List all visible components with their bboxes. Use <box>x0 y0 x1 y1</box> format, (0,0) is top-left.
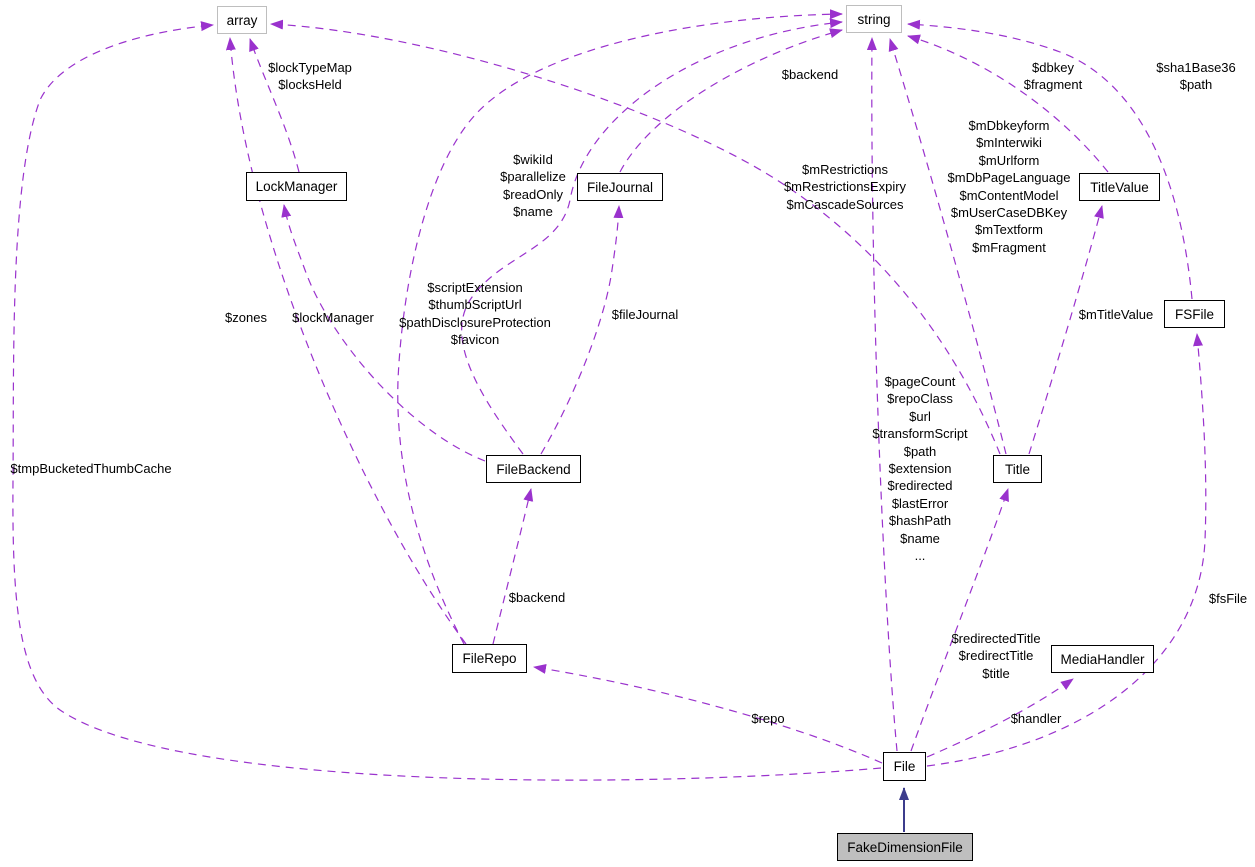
edge-label-backend-repo: $backend <box>508 590 566 605</box>
edge-label-m-dbkeyform: $mDbkeyform $mInterwiki $mUrlform $mDbPageLanguage $mContentModel $mUserCaseDBKey $mTextform $mFragment <box>947 118 1071 255</box>
node-titlevalue[interactable]: TitleValue <box>1079 173 1160 201</box>
node-file[interactable]: File <box>883 752 926 781</box>
node-fsfile[interactable]: FSFile <box>1164 300 1225 328</box>
edge-label-fs-file: $fsFile <box>1208 591 1248 606</box>
edge-file-to-array <box>13 25 881 780</box>
edge-label-backend-journal: $backend <box>781 67 839 82</box>
node-title[interactable]: Title <box>993 455 1042 483</box>
edge-label-wiki-id: $wikiId $parallelize $readOnly $name <box>500 152 566 220</box>
node-string: string <box>846 5 902 33</box>
edge-label-page-count: $pageCount $repoClass $url $transformScript $path $extension $redirected $lastError $hashPath $name ... <box>872 374 968 564</box>
edge-label-lock-type-map: $lockTypeMap $locksHeld <box>268 60 352 93</box>
edge-label-m-title-value: $mTitleValue <box>1078 307 1154 322</box>
edge-label-m-restrictions: $mRestrictions $mRestrictionsExpiry $mCascadeSources <box>783 162 907 212</box>
edge-label-zones: $zones <box>225 310 267 325</box>
node-filejournal[interactable]: FileJournal <box>577 173 663 201</box>
edge-filebackend-to-string <box>462 22 842 454</box>
edge-label-dbkey: $dbkey $fragment <box>1023 60 1083 93</box>
edge-file-to-fsfile <box>927 334 1206 766</box>
node-array: array <box>217 6 267 34</box>
edge-filebackend-to-filejournal <box>541 206 619 454</box>
edge-filerepo-to-filebackend <box>493 489 531 644</box>
edge-label-repo: $repo <box>751 711 785 726</box>
node-filerepo[interactable]: FileRepo <box>452 644 527 673</box>
edge-label-tmp-bucketed-thumb-cache: $tmpBucketedThumbCache <box>10 461 172 476</box>
node-lockmanager[interactable]: LockManager <box>246 172 347 201</box>
edge-label-lock-manager: $lockManager <box>292 310 374 325</box>
node-filebackend[interactable]: FileBackend <box>486 455 581 483</box>
edge-label-file-journal: $fileJournal <box>611 307 679 322</box>
edge-label-handler: $handler <box>1010 711 1062 726</box>
edge-label-script-extension: $scriptExtension $thumbScriptUrl $pathDisclosureProtection $favicon <box>399 280 551 348</box>
edge-label-redirected-title: $redirectedTitle $redirectTitle $title <box>951 631 1041 681</box>
edge-filejournal-to-string <box>620 30 842 172</box>
edge-label-sha1-base36: $sha1Base36 $path <box>1156 60 1236 93</box>
edge-file-to-filerepo <box>534 667 882 763</box>
node-fakedimensionfile: FakeDimensionFile <box>837 833 973 861</box>
node-mediahandler[interactable]: MediaHandler <box>1051 645 1154 673</box>
